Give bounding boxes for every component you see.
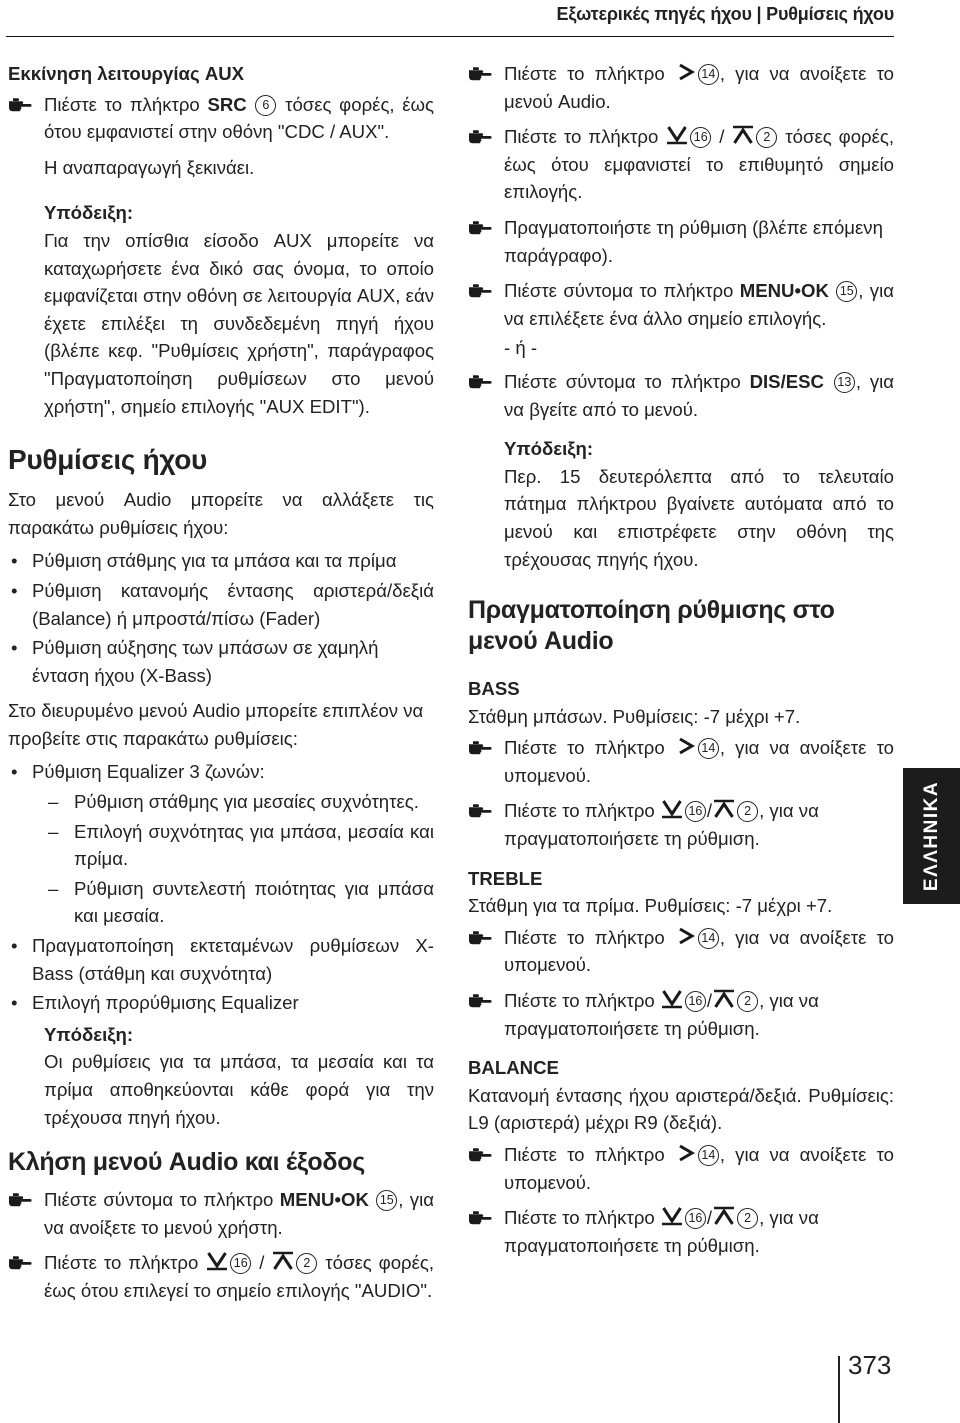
menu-ok-key-label: MENU•OK bbox=[739, 280, 829, 302]
up-key-icon bbox=[272, 1251, 294, 1271]
call-step-2: Πιέστε το πλήκτρο 16 / 2 τόσες φορές, έως ότου επιλεγεί το σημείο επιλογής "AUDIO". bbox=[8, 1249, 434, 1304]
language-label: ΕΛΛΗΝΙΚΑ bbox=[920, 780, 942, 892]
dis-esc-key-label: DIS/ESC bbox=[749, 370, 824, 392]
key-number-badge: 15 bbox=[836, 281, 857, 302]
pointing-hand-icon bbox=[468, 220, 492, 235]
balance-step-2: Πιέστε το πλήκτρο 16 / 2 , για να πραγματοποιήσετε τη ρύθμιση. bbox=[468, 1204, 894, 1259]
key-number-badge: 15 bbox=[376, 1190, 397, 1211]
key-number-badge: 2 bbox=[756, 127, 777, 148]
sound-settings-heading: Ρυθμίσεις ήχου bbox=[8, 444, 207, 476]
list-item: • Ρύθμιση στάθμης για τα μπάσα και τα πρίμα bbox=[8, 547, 434, 575]
menu-note-text: Περ. 15 δευτερόλεπτα από το τελευταίο πάτημα πλήκτρου βγαίνετε αυτόματα από το μενού και επιστρέφετε στην οθόνη της τρέχουσας πηγής ήχου. bbox=[504, 465, 894, 570]
key-number-badge: 16 bbox=[230, 1253, 251, 1274]
aux-note-text: Για την οπίσθια είσοδο AUX μπορείτε να καταχωρήσετε ένα δικό σας όνομα, το οποίο εμφανίζεται στην οθόνη σε λειτουργία AUX, εάν έχετε επιλέξει τη συνδεδεμένη πηγή ήχου (βλέπε κεφ. "Ρυθμίσεις χρήστη", παράγραφος "Πραγματοποίηση ρυθμίσεων στο μενού χρήστη", σημείο επιλογής "AUX EDIT"). bbox=[44, 229, 434, 417]
apply-settings-heading: Πραγματοποίηση ρύθμισης στο μενού Audio bbox=[468, 596, 835, 656]
bass-title: BASS bbox=[468, 678, 520, 700]
pointing-hand-icon bbox=[468, 129, 492, 144]
key-number-badge: 13 bbox=[834, 372, 855, 393]
list-item: • Ρύθμιση Equalizer 3 ζωνών: bbox=[8, 758, 434, 786]
pointing-hand-icon bbox=[468, 740, 492, 755]
sub-list-item: – Επιλογή συχνότητας για μπάσα, μεσαία και πρίμα. bbox=[8, 818, 434, 873]
key-number-badge: 6 bbox=[255, 95, 276, 116]
right-key-icon bbox=[676, 62, 696, 82]
balance-title: BALANCE bbox=[468, 1057, 559, 1079]
key-number-badge: 14 bbox=[698, 928, 719, 949]
treble-desc: Στάθμη για τα πρίμα. Ρυθμίσεις: -7 μέχρι +7. bbox=[468, 895, 833, 917]
call-step-5: Πραγματοποιήστε τη ρύθμιση (βλέπε επόμενη παράγραφο). bbox=[468, 214, 894, 269]
key-number-badge: 16 bbox=[685, 801, 706, 822]
balance-step-1: Πιέστε το πλήκτρο 14 , για να ανοίξετε το υπομενού. bbox=[468, 1141, 894, 1196]
call-step-6: Πιέστε σύντομα το πλήκτρο MENU•OK 15 , για να επιλέξετε ένα άλλο σημείο επιλογής. bbox=[468, 277, 894, 332]
key-number-badge: 2 bbox=[737, 991, 758, 1012]
up-key-icon bbox=[713, 989, 735, 1009]
list-item: • Ρύθμιση κατανομής έντασης αριστερά/δεξιά (Balance) ή μπροστά/πίσω (Fader) bbox=[8, 577, 434, 632]
aux-step-1: Πιέστε το πλήκτρο SRC 6 τόσες φορές, έως ότου εμφανιστεί στην οθόνη "CDC / AUX". bbox=[8, 91, 434, 146]
aux-start-heading: Εκκίνηση λειτουργίας AUX bbox=[8, 63, 245, 84]
pointing-hand-icon bbox=[468, 993, 492, 1008]
pointing-hand-icon bbox=[8, 1255, 32, 1270]
treble-step-1: Πιέστε το πλήκτρο 14 , για να ανοίξετε το υπομενού. bbox=[468, 924, 894, 979]
key-number-badge: 16 bbox=[685, 991, 706, 1012]
up-key-icon bbox=[732, 125, 754, 145]
up-key-icon bbox=[713, 1206, 735, 1226]
key-number-badge: 14 bbox=[698, 738, 719, 759]
call-step-4: Πιέστε το πλήκτρο 16 / 2 τόσες φορές, έως ότου εμφανιστεί το επιθυμητό σημείο επιλογής. bbox=[468, 123, 894, 206]
key-number-badge: 16 bbox=[685, 1208, 706, 1229]
sound-note-text: Οι ρυθμίσεις για τα μπάσα, τα μεσαία και τα πρίμα αποθηκεύονται κάθε φορά για την τρέχουσα πηγή ήχου. bbox=[44, 1051, 434, 1128]
pointing-hand-icon bbox=[8, 97, 32, 112]
language-side-tab bbox=[903, 768, 960, 904]
page-number-rule bbox=[838, 1356, 840, 1423]
bass-desc: Στάθμη μπάσων. Ρυθμίσεις: -7 μέχρι +7. bbox=[468, 705, 801, 727]
right-key-icon bbox=[676, 926, 696, 946]
or-separator: - ή - bbox=[504, 337, 538, 359]
page-header: Εξωτερικές πηγές ήχου | Ρυθμίσεις ήχου bbox=[556, 4, 894, 24]
aux-note-title: Υπόδειξη: bbox=[44, 202, 134, 224]
header-rule bbox=[6, 36, 894, 37]
key-number-badge: 2 bbox=[737, 801, 758, 822]
list-item: • Ρύθμιση αύξησης των μπάσων σε χαμηλή ένταση ήχου (X-Bass) bbox=[8, 634, 434, 689]
key-number-badge: 2 bbox=[296, 1253, 317, 1274]
sub-list-item: – Ρύθμιση συντελεστή ποιότητας για μπάσα και μεσαία. bbox=[8, 875, 434, 930]
menu-ok-key-label: MENU•OK bbox=[279, 1189, 369, 1211]
sub-list-item: – Ρύθμιση στάθμης για μεσαίες συχνότητες. bbox=[8, 788, 434, 816]
up-key-icon bbox=[713, 799, 735, 819]
treble-title: TREBLE bbox=[468, 867, 543, 889]
balance-desc: Κατανομή έντασης ήχου αριστερά/δεξιά. Ρυθμίσεις: L9 (αριστερά) μέχρι R9 (δεξιά). bbox=[468, 1084, 894, 1134]
pointing-hand-icon bbox=[468, 283, 492, 298]
call-step-1: Πιέστε σύντομα το πλήκτρο MENU•OK 15 , για να ανοίξετε το μενού χρήστη. bbox=[8, 1186, 434, 1241]
key-number-badge: 14 bbox=[698, 1145, 719, 1166]
down-key-icon bbox=[661, 799, 683, 819]
pointing-hand-icon bbox=[468, 1147, 492, 1162]
menu-note-title: Υπόδειξη: bbox=[504, 438, 594, 460]
extended-intro: Στο διευρυμένο μενού Audio μπορείτε επιπλέον να προβείτε στις παρακάτω ρυθμίσεις: bbox=[8, 700, 424, 749]
key-number-badge: 14 bbox=[698, 64, 719, 85]
sound-intro: Στο μενού Audio μπορείτε να αλλάξετε τις παρακάτω ρυθμίσεις ήχου: bbox=[8, 489, 434, 538]
treble-step-2: Πιέστε το πλήκτρο 16 / 2 , για να πραγματοποιήσετε τη ρύθμιση. bbox=[468, 987, 894, 1042]
right-key-icon bbox=[676, 736, 696, 756]
pointing-hand-icon bbox=[468, 803, 492, 818]
down-key-icon bbox=[206, 1251, 228, 1271]
down-key-icon bbox=[666, 125, 688, 145]
aux-result: Η αναπαραγωγή ξεκινάει. bbox=[44, 156, 255, 178]
bass-step-2: Πιέστε το πλήκτρο 16 / 2 , για να πραγματοποιήσετε τη ρύθμιση. bbox=[468, 797, 894, 852]
pointing-hand-icon bbox=[468, 374, 492, 389]
key-number-badge: 2 bbox=[737, 1208, 758, 1229]
audio-menu-call-heading: Κλήση μενού Audio και έξοδος bbox=[8, 1148, 365, 1177]
left-column bbox=[8, 60, 434, 1313]
right-column bbox=[468, 60, 894, 1267]
sound-note-title: Υπόδειξη: bbox=[44, 1023, 134, 1045]
list-item: • Επιλογή προρύθμισης Equalizer bbox=[8, 989, 434, 1017]
pointing-hand-icon bbox=[468, 66, 492, 81]
pointing-hand-icon bbox=[468, 1210, 492, 1225]
bass-step-1: Πιέστε το πλήκτρο 14 , για να ανοίξετε το υπομενού. bbox=[468, 734, 894, 789]
down-key-icon bbox=[661, 989, 683, 1009]
right-key-icon bbox=[676, 1143, 696, 1163]
call-step-7: Πιέστε σύντομα το πλήκτρο DIS/ESC 13 , για να βγείτε από το μενού. bbox=[468, 368, 894, 423]
list-item: • Πραγματοποίηση εκτεταμένων ρυθμίσεων X-Bass (στάθμη και συχνότητα) bbox=[8, 932, 434, 987]
pointing-hand-icon bbox=[8, 1192, 32, 1207]
down-key-icon bbox=[661, 1206, 683, 1226]
src-key-label: SRC bbox=[207, 93, 247, 115]
page-number: 373 bbox=[848, 1350, 892, 1380]
key-number-badge: 16 bbox=[690, 127, 711, 148]
pointing-hand-icon bbox=[468, 930, 492, 945]
call-step-3: Πιέστε το πλήκτρο 14 , για να ανοίξετε το μενού Audio. bbox=[468, 60, 894, 115]
